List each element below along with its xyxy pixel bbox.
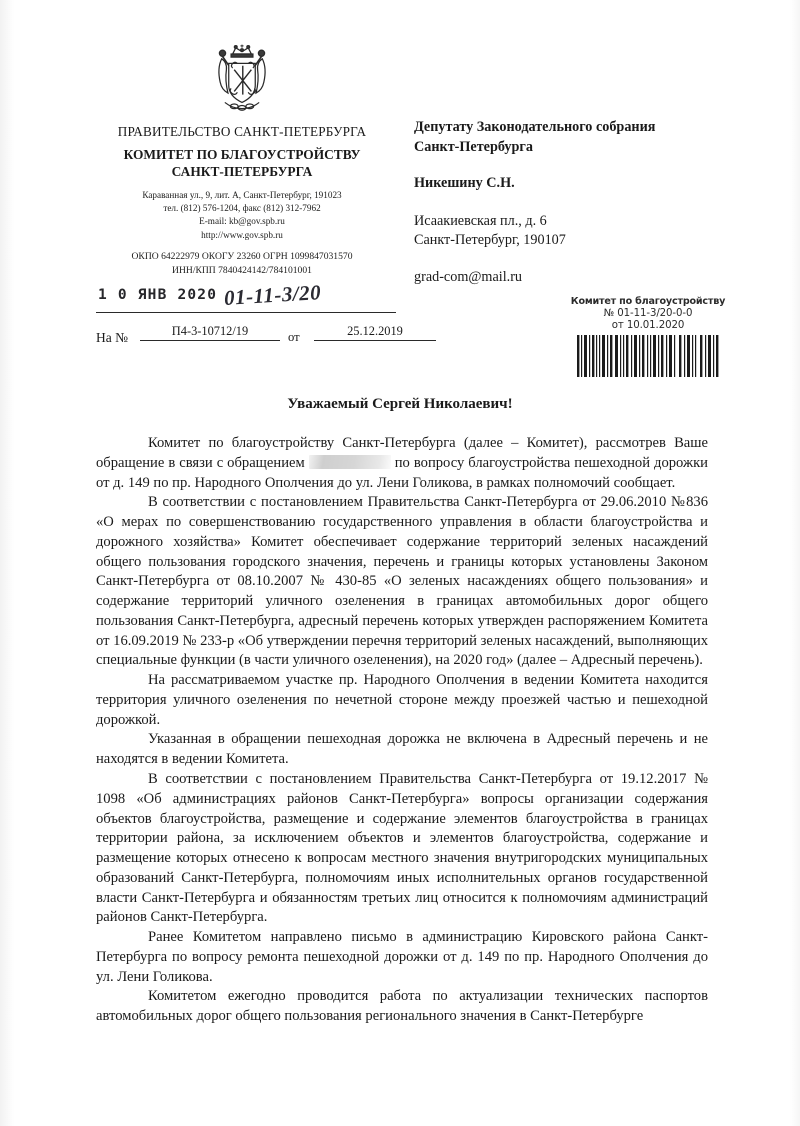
- date-stamp: 1 0 ЯНВ 2020: [98, 287, 218, 303]
- paragraph-2: В соответствии с постановлением Правительства Санкт-Петербурга от 29.06.2010 №836 «О мерах по совершенствованию государственного управления в области благоустройства и дорожного хозяйства» Комитет обеспечивает содержание территорий зеленых насаждений общего пользования городского значения, перечень и границы которых установлены Законом Санкт-Петербурга от 08.10.2007 № 430-85 «О зеленых насаждениях общего пользования» и содержание территорий уличного озеленения в границах автомобильных дорог общего пользования Санкт-Петербурга, адресный перечень которых утвержден распоряжением Комитета от 16.09.2019 № 233-р «Об утверждении перечня территорий зеленых насаждений, выполняющих специальные функции (в части уличного озеленения), на 2020 год» (далее – Адресный перечень).: [96, 494, 708, 669]
- barcode-stamp-date: от 10.01.2020: [611, 320, 685, 331]
- letter-body: [96, 434, 708, 1027]
- paragraph-1: [96, 434, 708, 493]
- barcode-icon: [575, 335, 721, 377]
- addressee-name: Никешину С.Н.: [414, 175, 515, 192]
- addressee-title-line1: Депутату Законодательного собрания: [414, 119, 656, 135]
- incoming-number: П4-3-10712/19: [140, 324, 280, 341]
- committee-title: [92, 147, 392, 181]
- addressee-street: Исаакиевская пл., д. 6: [414, 212, 547, 229]
- paragraph-5: В соответствии с постановлением Правительства Санкт-Петербурга от 19.12.2017 № 1098 «Об администрациях районов Санкт-Петербурга» вопросы организации содержания объектов благоустройства, размещение и содержание элементов благоустройства в границах территории района, за исключением объектов и элементов благоустройства, содержание и размещение которых отнесено к вопросам местного значения внутригородских муниципальных образований Санкт-Петербурга, полномочиям иных исполнительных органов государственной власти Санкт-Петербурга и обязанностям третьих лиц относится к полномочиям администраций районов Санкт-Петербурга.: [96, 771, 708, 926]
- codes-line-2: ИНН/КПП 7840424142/784101001: [172, 264, 312, 276]
- office-website: http://www.gov.spb.ru: [201, 229, 283, 240]
- addressee-address: [414, 212, 734, 251]
- incoming-date: 25.12.2019: [314, 324, 436, 341]
- reference-label: На №: [96, 330, 128, 345]
- office-address: Караванная ул., 9, лит. А, Санкт-Петербург, 191023: [142, 189, 342, 200]
- paragraph-1-part-2: по вопросу благоустройства пешеходной дорожки от д. 149 по пр. Народного Ополчения до ул. Лени Голикова, в рамках полномочий сообщает.: [96, 454, 708, 491]
- date-preposition-label: от: [288, 330, 300, 344]
- office-phone: тел. (812) 576-1204, факс (812) 312-7962: [163, 202, 321, 213]
- scan-edge-right: [790, 0, 800, 1126]
- paragraph-6: Ранее Комитетом направлено письмо в администрацию Кировского района Санкт-Петербурга по вопросу ремонта пешеходной дорожки от д. 149 по пр. Народного Ополчения до ул. Лени Голикова.: [96, 929, 708, 985]
- addressee-title-line2: Санкт-Петербурга: [414, 138, 533, 155]
- redacted-personal-data: [309, 455, 391, 469]
- outgoing-line: [96, 280, 396, 313]
- addressee-block: [414, 118, 734, 288]
- committee-title-line2: САНКТ-ПЕТЕРБУРГА: [171, 163, 313, 179]
- salutation: Уважаемый Сергей Николаевич!: [287, 396, 513, 412]
- registration-codes: [92, 250, 392, 278]
- reference-block: [96, 280, 403, 348]
- paragraph-1-part-1: Комитет по благоустройству Санкт-Петербурга (далее – Комитет), рассмотрев Ваше обращение в связи с обращением: [96, 435, 708, 471]
- government-title: ПРАВИТЕЛЬСТВО САНКТ-ПЕТЕРБУРГА: [117, 124, 367, 139]
- paragraph-7: Комитетом ежегодно проводится работа по актуализации технических паспортов автомобильных дорог общего пользования регионального значения в Санкт-Петербурге: [96, 988, 708, 1025]
- saint-petersburg-coat-of-arms-icon: [203, 40, 281, 118]
- addressee-email: grad-com@mail.ru: [414, 268, 523, 285]
- addressee-city: Санкт-Петербург, 190107: [414, 232, 566, 249]
- committee-title-line1: КОМИТЕТ ПО БЛАГОУСТРОЙСТВУ: [123, 147, 361, 162]
- barcode-stamp-organization: Комитет по благоустройству: [570, 296, 726, 307]
- codes-line-1: ОКПО 64222979 ОКОГУ 23260 ОГРН 1099847031570: [131, 250, 353, 262]
- addressee-title: [414, 118, 734, 157]
- scan-edge-left: [0, 0, 14, 1126]
- outgoing-number-handwritten: 01-11-3/20: [223, 280, 322, 310]
- incoming-reference-line: [96, 324, 403, 348]
- barcode-stamp-number: № 01-11-3/20-0-0: [603, 308, 693, 319]
- paragraph-4: Указанная в обращении пешеходная дорожка не включена в Адресный перечень и не находятся в ведении Комитета.: [96, 731, 708, 768]
- registration-barcode-stamp: [560, 296, 736, 382]
- office-email: E-mail: kb@gov.spb.ru: [199, 216, 285, 227]
- paragraph-3: На рассматриваемом участке пр. Народного Ополчения в ведении Комитета находится территория уличного озеленения по нечетной стороне между проезжей частью и пешеходной дорожкой.: [96, 672, 708, 728]
- letterhead-contacts: [92, 189, 392, 242]
- letterhead: [92, 40, 392, 278]
